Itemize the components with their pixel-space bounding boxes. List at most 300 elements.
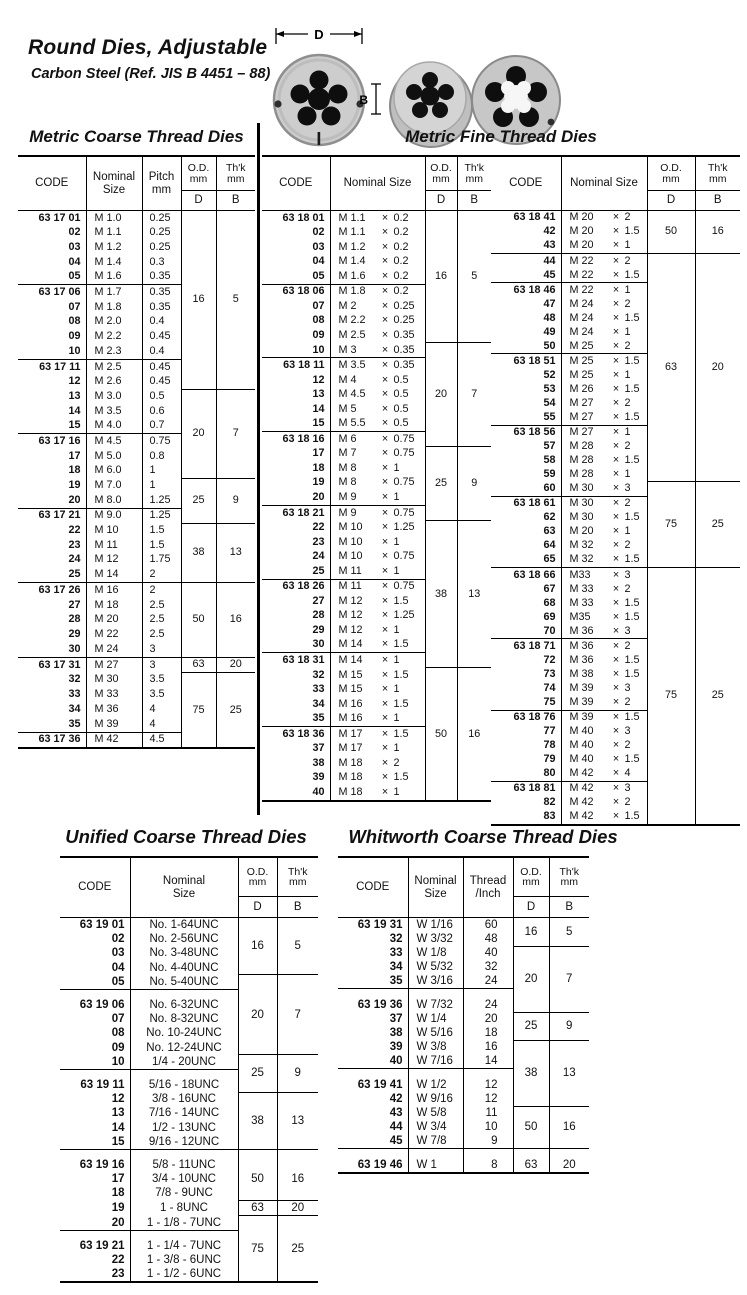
nominal-size-cell — [330, 550, 425, 565]
size-m: M 39 — [569, 695, 594, 708]
nominal-size-cell — [561, 553, 647, 568]
nominal-size-cell — [330, 771, 425, 786]
nominal-size-cell — [561, 582, 647, 596]
nominal-size-cell: M 2.6 — [86, 375, 142, 390]
multiply-sign: × — [381, 727, 389, 740]
nominal-size-cell: W 3/4 — [408, 1120, 463, 1134]
code-cell: 50 — [543, 339, 556, 352]
size-pitch: 0.2 — [393, 269, 409, 282]
thk-cell: 9 — [457, 447, 491, 521]
table-row — [262, 447, 491, 462]
thread-per-inch-cell: 12 — [463, 1069, 513, 1093]
size-m: M 40 — [569, 753, 594, 766]
table-row — [60, 1200, 318, 1215]
nominal-size-cell — [330, 653, 425, 668]
thk-cell: 25 — [216, 673, 255, 748]
pitch-cell: 0.45 — [142, 375, 181, 390]
nominal-size-cell: W 5/8 — [408, 1106, 463, 1120]
code-cell: 63 18 56 — [491, 425, 561, 440]
code-cell: 19 — [68, 479, 81, 492]
pitch-cell: 2 — [142, 568, 181, 583]
code-cell: 82 — [543, 796, 556, 809]
nominal-size-cell: M 20 — [86, 613, 142, 628]
size-pitch: 1 — [393, 564, 400, 577]
multiply-sign: × — [381, 535, 389, 548]
multiply-sign: × — [381, 269, 389, 282]
size-m: M 11 — [338, 564, 362, 577]
nominal-size-cell: M 1.1 — [86, 226, 142, 241]
code-cell: 29 — [68, 627, 81, 640]
nominal-size-cell — [330, 255, 425, 270]
nominal-size-cell: W 3/16 — [408, 974, 463, 989]
thk-cell: 7 — [277, 975, 318, 1055]
multiply-sign: × — [612, 396, 620, 409]
code-cell: 37 — [312, 742, 325, 755]
code-cell: 63 18 61 — [491, 496, 561, 511]
code-cell: 13 — [111, 1107, 125, 1120]
multiply-sign: × — [612, 297, 620, 310]
thread-per-inch-cell: 10 — [463, 1120, 513, 1134]
table-row — [262, 520, 491, 535]
nominal-size-cell — [330, 742, 425, 757]
size-pitch: 3 — [624, 482, 631, 495]
pitch-cell: 3 — [142, 657, 181, 673]
metric-coarse-title: Metric Coarse Thread Dies — [29, 127, 244, 146]
code-cell: 12 — [68, 375, 81, 388]
code-cell: 69 — [543, 610, 556, 623]
col-header-d: D — [513, 897, 549, 918]
nominal-size-cell: 1/4 - 20UNC — [130, 1055, 238, 1070]
size-m: M 39 — [569, 681, 594, 694]
code-cell: 63 17 26 — [18, 583, 86, 598]
code-cell: 30 — [312, 638, 325, 651]
code-cell: 12 — [111, 1093, 125, 1106]
nominal-size-cell — [330, 328, 425, 343]
nominal-size-cell — [561, 411, 647, 426]
code-cell: 14 — [111, 1121, 125, 1134]
table-row — [60, 1216, 318, 1231]
code-cell: 02 — [68, 226, 81, 239]
thk-cell: 13 — [277, 1092, 318, 1149]
nominal-size-cell — [330, 432, 425, 447]
size-pitch: 3 — [624, 725, 631, 738]
size-pitch: 0.35 — [393, 328, 415, 341]
multiply-sign: × — [612, 368, 620, 381]
multiply-sign: × — [612, 511, 620, 524]
size-pitch: 1 — [393, 461, 400, 474]
size-pitch: 0.5 — [393, 402, 409, 415]
code-cell: 52 — [543, 368, 556, 381]
thk-cell: 20 — [277, 1200, 318, 1215]
nominal-size-cell: W 1/8 — [408, 946, 463, 960]
size-m: M 40 — [569, 739, 594, 752]
size-m: M 25 — [569, 339, 594, 352]
multiply-sign: × — [612, 354, 620, 367]
multiply-sign: × — [612, 767, 620, 780]
size-m: M 20 — [569, 225, 594, 238]
pitch-cell: 0.4 — [142, 344, 181, 359]
nominal-size-cell: 5/8 - 11UNC — [130, 1149, 238, 1172]
code-cell: 39 — [389, 1040, 403, 1053]
multiply-sign: × — [612, 426, 620, 439]
code-cell: 03 — [312, 240, 325, 253]
multiply-sign: × — [381, 697, 389, 710]
code-cell: 43 — [389, 1106, 403, 1119]
code-cell: 63 19 21 — [60, 1230, 130, 1253]
nominal-size-cell: M 2.3 — [86, 344, 142, 359]
code-cell: 63 18 66 — [491, 568, 561, 583]
multiply-sign: × — [381, 476, 389, 489]
code-cell: 20 — [312, 491, 325, 503]
size-pitch: 1.5 — [624, 553, 640, 566]
table-row — [491, 254, 740, 269]
code-cell: 04 — [68, 255, 81, 268]
code-cell: 19 — [312, 476, 325, 489]
table-row — [60, 1092, 318, 1106]
nominal-size-cell: M 1.7 — [86, 285, 142, 300]
size-m: M 20 — [569, 211, 594, 224]
col-header-thk: Th'k mm — [457, 156, 491, 191]
size-m: M 17 — [338, 727, 363, 740]
whitworth-title: Whitworth Coarse Thread Dies — [348, 826, 618, 847]
pitch-cell: 0.25 — [142, 211, 181, 226]
code-cell: 07 — [111, 1013, 125, 1026]
size-pitch: 1 — [393, 785, 400, 798]
size-pitch: 2 — [624, 440, 631, 453]
code-cell: 42 — [389, 1092, 403, 1105]
code-cell: 63 18 76 — [491, 710, 561, 725]
nominal-size-cell: M 10 — [86, 523, 142, 538]
code-cell: 23 — [111, 1268, 125, 1281]
pitch-cell: 1.5 — [142, 523, 181, 538]
code-cell: 63 18 81 — [491, 781, 561, 796]
pitch-cell: 0.7 — [142, 419, 181, 434]
size-pitch: 1.5 — [624, 753, 640, 766]
nominal-size-cell — [330, 284, 425, 299]
thread-per-inch-cell: 32 — [463, 960, 513, 974]
multiply-sign: × — [381, 550, 389, 563]
code-cell: 15 — [68, 419, 81, 432]
table-row — [338, 1149, 589, 1174]
od-cell: 63 — [238, 1200, 277, 1215]
size-m: M 4.5 — [338, 388, 366, 401]
code-cell: 18 — [68, 464, 81, 477]
code-cell: 08 — [111, 1027, 125, 1040]
code-cell: 70 — [543, 624, 556, 637]
table-row — [338, 918, 589, 933]
size-m: M 42 — [569, 796, 594, 809]
col-header-thk: Th'k mm — [216, 156, 255, 191]
thread-per-inch-cell: 8 — [463, 1149, 513, 1174]
code-cell: 05 — [111, 975, 125, 988]
size-m: M 12 — [338, 623, 363, 636]
col-header-b: B — [457, 191, 491, 211]
size-m: M 15 — [338, 683, 363, 696]
nominal-size-cell: 1/2 - 13UNC — [130, 1120, 238, 1134]
multiply-sign: × — [612, 796, 620, 809]
multiply-sign: × — [381, 314, 389, 327]
multiply-sign: × — [612, 239, 620, 252]
code-cell: 33 — [68, 688, 81, 701]
nominal-size-cell: M 16 — [86, 583, 142, 598]
metric-coarse-table — [18, 155, 255, 749]
size-m: M 18 — [338, 785, 363, 798]
pitch-cell: 0.45 — [142, 330, 181, 345]
nominal-size-cell: W 1/2 — [408, 1069, 463, 1093]
multiply-sign: × — [381, 373, 389, 386]
nominal-size-cell: M 2.0 — [86, 315, 142, 330]
nominal-size-cell: M 8.0 — [86, 493, 142, 508]
code-cell: 33 — [312, 683, 325, 696]
nominal-size-cell: M 1.8 — [86, 300, 142, 315]
thk-cell: 16 — [277, 1149, 318, 1200]
multiply-sign: × — [381, 771, 389, 784]
pitch-cell: 4 — [142, 702, 181, 717]
code-cell: 49 — [543, 325, 556, 338]
code-cell: 19 — [111, 1201, 125, 1214]
table-row — [18, 583, 255, 598]
multiply-sign: × — [381, 299, 389, 312]
code-cell: 03 — [111, 947, 125, 960]
size-pitch: 2 — [624, 297, 631, 310]
nominal-size-cell — [330, 461, 425, 476]
size-m: M 10 — [338, 521, 363, 534]
size-m: M 20 — [569, 239, 594, 252]
nominal-size-cell — [561, 767, 647, 782]
size-m: M 10 — [338, 550, 363, 563]
nominal-size-cell — [330, 697, 425, 712]
thread-per-inch-cell: 60 — [463, 918, 513, 933]
nominal-size-cell: W 5/16 — [408, 1026, 463, 1040]
multiply-sign: × — [612, 339, 620, 352]
multiply-sign: × — [381, 564, 389, 577]
col-header-nominal-size: Nominal Size — [330, 156, 425, 211]
code-cell: 63 19 11 — [60, 1069, 130, 1092]
code-cell: 48 — [543, 311, 556, 324]
code-cell: 14 — [312, 402, 325, 415]
nominal-size-cell: No. 10-24UNC — [130, 1026, 238, 1040]
table-row — [18, 673, 255, 688]
pitch-cell: 0.6 — [142, 404, 181, 419]
nominal-size-cell — [330, 447, 425, 462]
size-pitch: 1 — [624, 239, 631, 252]
code-cell: 55 — [543, 411, 556, 424]
pitch-cell: 3 — [142, 642, 181, 657]
thk-cell: 13 — [457, 520, 491, 667]
code-cell: 22 — [111, 1254, 125, 1266]
size-m: M 5 — [338, 402, 357, 415]
size-m: M 32 — [569, 553, 594, 566]
nominal-size-cell — [330, 535, 425, 550]
thread-per-inch-cell: 18 — [463, 1026, 513, 1040]
nominal-size-cell — [561, 496, 647, 511]
col-header-od: O.D. mm — [425, 156, 457, 191]
nominal-size-cell — [330, 226, 425, 241]
multiply-sign: × — [612, 810, 620, 823]
code-cell: 10 — [111, 1055, 125, 1068]
metric-coarse-body — [18, 211, 255, 749]
size-m: M 16 — [338, 697, 363, 710]
code-cell: 39 — [312, 771, 325, 784]
table-row — [60, 1149, 318, 1172]
code-cell: 45 — [389, 1134, 403, 1147]
thk-cell: 20 — [695, 254, 740, 482]
table-row — [262, 211, 491, 226]
size-m: M 36 — [569, 624, 594, 637]
metric-fine-left-table — [262, 155, 491, 802]
pitch-cell: 4 — [142, 717, 181, 732]
size-pitch: 2 — [624, 539, 631, 552]
table-row — [60, 918, 318, 933]
size-pitch: 3 — [624, 782, 631, 795]
nominal-size-cell: W 9/16 — [408, 1092, 463, 1106]
code-cell: 45 — [543, 268, 556, 281]
code-cell: 37 — [389, 1012, 403, 1025]
multiply-sign: × — [381, 285, 389, 298]
size-pitch: 2 — [624, 739, 631, 752]
multiply-sign: × — [381, 461, 389, 474]
size-m: M 42 — [569, 767, 594, 780]
nominal-size-cell — [561, 454, 647, 468]
size-pitch: 0.2 — [393, 211, 409, 224]
size-pitch: 1.5 — [624, 810, 640, 823]
size-m: M 36 — [569, 653, 594, 666]
nominal-size-cell — [561, 639, 647, 654]
code-cell: 13 — [68, 389, 81, 402]
size-pitch: 1 — [624, 468, 631, 481]
size-pitch: 1.25 — [393, 521, 415, 534]
nominal-size-cell — [330, 520, 425, 535]
size-pitch: 2 — [624, 639, 631, 652]
size-m: M 32 — [569, 539, 594, 552]
table-row — [262, 343, 491, 358]
size-pitch: 0.75 — [393, 580, 415, 593]
code-cell: 35 — [312, 712, 325, 725]
code-cell: 40 — [312, 785, 325, 798]
multiply-sign: × — [381, 683, 389, 696]
nominal-size-cell: M 30 — [86, 673, 142, 688]
col-header-b: B — [549, 897, 589, 918]
size-m: M 1.4 — [338, 255, 366, 268]
size-m: M 24 — [569, 297, 594, 310]
multiply-sign: × — [381, 491, 389, 503]
code-cell: 83 — [543, 810, 556, 823]
nominal-size-cell: No. 5-40UNC — [130, 975, 238, 990]
size-m: M33 — [569, 568, 591, 581]
nominal-size-cell: M 27 — [86, 657, 142, 673]
nominal-size-cell: 1 - 8UNC — [130, 1200, 238, 1215]
code-cell: 33 — [389, 946, 403, 959]
col-header-od: O.D. mm — [513, 857, 549, 897]
nominal-size-cell — [330, 638, 425, 653]
nominal-size-cell — [561, 511, 647, 525]
code-cell: 04 — [312, 255, 325, 268]
size-pitch: 1.5 — [624, 454, 640, 467]
multiply-sign: × — [612, 553, 620, 566]
code-cell: 63 17 16 — [18, 434, 86, 449]
size-m: M 27 — [569, 396, 594, 409]
code-cell: 63 18 11 — [262, 358, 330, 373]
nominal-size-cell — [561, 696, 647, 711]
size-pitch: 1.5 — [624, 511, 640, 524]
multiply-sign: × — [612, 695, 620, 708]
metric-fine-right-table — [491, 155, 740, 826]
nominal-size-cell — [330, 476, 425, 491]
size-pitch: 3 — [624, 568, 631, 581]
size-pitch: 1.5 — [393, 668, 409, 681]
size-m: M 17 — [338, 742, 363, 755]
size-m: M 9 — [338, 491, 357, 503]
od-cell: 50 — [425, 668, 457, 801]
code-cell: 20 — [68, 493, 81, 506]
nominal-size-cell: W 1 — [408, 1149, 463, 1174]
size-m: M 38 — [569, 667, 594, 680]
col-header-d: D — [238, 897, 277, 918]
multiply-sign: × — [381, 580, 389, 593]
size-m: M 42 — [569, 782, 594, 795]
code-cell: 58 — [543, 454, 556, 467]
code-cell: 28 — [312, 609, 325, 622]
size-pitch: 0.35 — [393, 359, 415, 372]
od-cell: 25 — [425, 447, 457, 521]
col-header-thk: Th'k mm — [695, 156, 740, 191]
size-m: M 2.2 — [338, 314, 366, 327]
nominal-size-cell: M 22 — [86, 627, 142, 642]
multiply-sign: × — [612, 681, 620, 694]
od-cell: 75 — [238, 1216, 277, 1283]
nominal-size-cell — [330, 417, 425, 432]
size-pitch: 1.5 — [393, 697, 409, 710]
code-cell: 28 — [68, 613, 81, 626]
nominal-size-cell — [561, 810, 647, 825]
size-pitch: 1.5 — [624, 667, 640, 680]
pitch-cell: 0.4 — [142, 315, 181, 330]
multiply-sign: × — [381, 668, 389, 681]
nominal-size-cell: W 5/32 — [408, 960, 463, 974]
nominal-size-cell: M 2.2 — [86, 330, 142, 345]
size-m: M 28 — [569, 440, 594, 453]
od-cell: 20 — [181, 389, 216, 478]
code-cell: 68 — [543, 596, 556, 609]
pitch-cell: 0.45 — [142, 359, 181, 374]
multiply-sign: × — [381, 240, 389, 253]
nominal-size-cell: M 36 — [86, 702, 142, 717]
col-header-d: D — [425, 191, 457, 211]
code-cell: 32 — [68, 673, 81, 686]
pitch-cell: 0.5 — [142, 389, 181, 404]
nominal-size-cell: M 2.5 — [86, 359, 142, 374]
nominal-size-cell: M 14 — [86, 568, 142, 583]
multiply-sign: × — [381, 756, 389, 769]
code-cell: 38 — [389, 1026, 403, 1039]
thk-cell: 5 — [457, 211, 491, 343]
size-pitch: 1.5 — [393, 727, 409, 740]
col-header-nominal-size: Nominal Size — [408, 857, 463, 918]
pitch-cell: 0.3 — [142, 255, 181, 270]
code-cell: 12 — [312, 373, 325, 386]
code-cell: 44 — [389, 1120, 403, 1133]
size-m: M 10 — [338, 535, 363, 548]
size-m: M 1.1 — [338, 226, 366, 239]
col-header-pitch: Pitch mm — [142, 156, 181, 211]
size-pitch: 1 — [624, 325, 631, 338]
code-cell: 13 — [312, 388, 325, 401]
thread-per-inch-cell: 11 — [463, 1106, 513, 1120]
size-m: M 3.5 — [338, 359, 366, 372]
multiply-sign: × — [612, 568, 620, 581]
size-pitch: 1.5 — [624, 596, 640, 609]
nominal-size-cell: No. 4-40UNC — [130, 961, 238, 975]
